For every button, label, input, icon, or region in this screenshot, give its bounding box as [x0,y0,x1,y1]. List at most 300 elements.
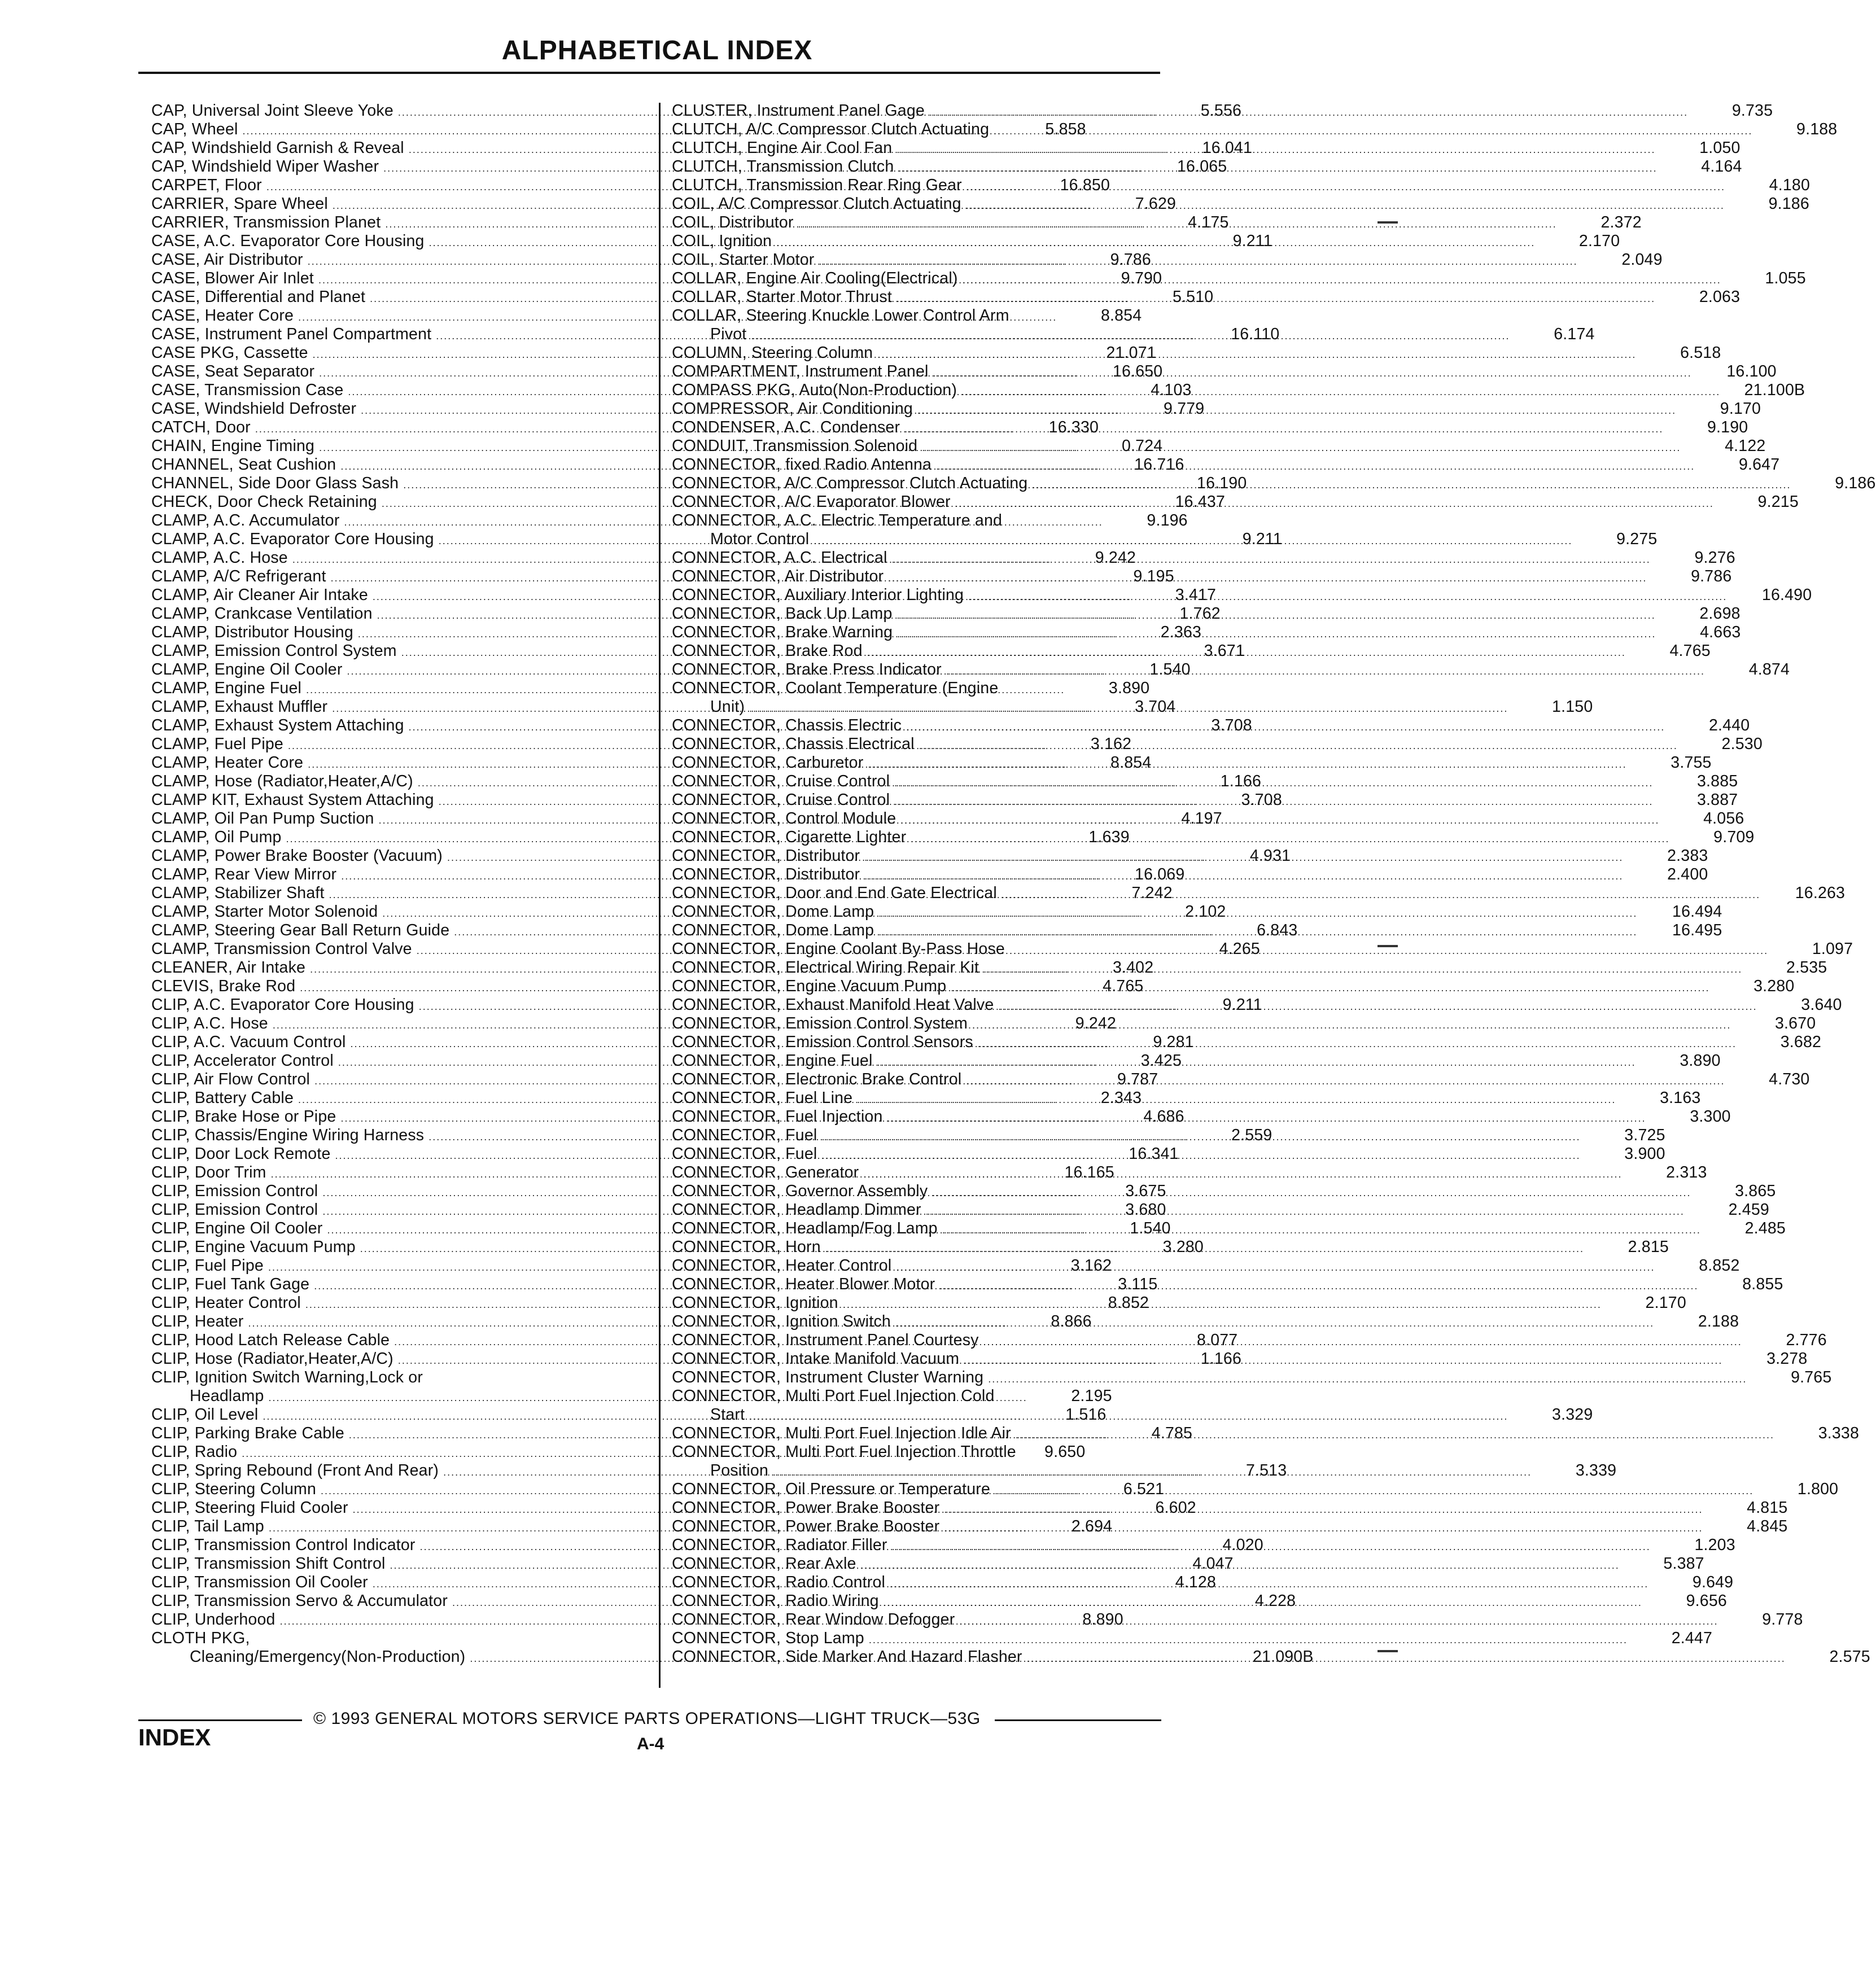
entry-page-ref: 16.110 [1231,325,1280,343]
index-entry [672,1555,1704,1573]
entry-page-ref: 1.150 [1552,698,1593,716]
entry-text: CONNECTOR, Brake Warning [672,623,893,641]
entry-text: CASE, A.C. Evaporator Core Housing [151,232,425,250]
entry-text: CLIP, Transmission Servo & Accumulator [151,1592,448,1610]
index-entry [672,456,1780,474]
dot-leader [821,1128,1580,1146]
entry-page-ref: 3.329 [1552,1406,1593,1424]
dot-leader [936,457,1695,476]
page-number: A-4 [637,1735,664,1753]
entry-text: Pivot [710,325,747,343]
entry-text: CHANNEL, Side Door Glass Sash [151,474,399,492]
entry-text: CONNECTOR, Multi Port Fuel Injection Throttle [672,1443,1016,1461]
entry-text: CLAMP, Air Cleaner Air Intake [151,586,368,604]
entry-text: CLAMP, Oil Pump [151,828,282,846]
dot-leader [944,1500,1703,1519]
entry-page-ref: 3.417 [1175,586,1217,604]
entry-page-ref: 4.175 [1188,213,1229,231]
dot-leader [857,1091,1616,1109]
dot-leader [877,345,1636,364]
entry-text: CONNECTOR, Auxiliary Interior Lighting [672,586,964,604]
entry-page-ref: 9.186 [1835,474,1876,492]
entry-text: CONNECTOR, Emission Control System [672,1014,968,1032]
entry-page-ref: 3.680 [1125,1201,1166,1219]
entry-page-ref: 9.196 [1147,511,1188,529]
entry-page-ref: 21.071 [1106,344,1156,362]
entry-page-ref: 6.843 [1257,921,1298,939]
entry-page-ref: 16.330 [1048,418,1099,436]
entry-page-ref: 16.495 [1672,921,1722,939]
entry-page-ref: 9.656 [1686,1592,1727,1610]
entry-page-ref: 16.165 [1064,1163,1114,1181]
entry-page-ref: 3.280 [1753,977,1795,995]
index-entry [672,437,1766,456]
dot-leader [749,1407,1508,1426]
entry-text: CLAMP, Distributor Housing [151,623,353,641]
entry-page-ref: 2.459 [1728,1201,1769,1219]
dot-leader [890,1575,1648,1594]
entry-text: COIL, Distributor [672,213,794,231]
entry-text: CONNECTOR, Distributor [672,847,860,865]
entry-text: CLIP, Oil Level [151,1406,259,1424]
entry-page-ref: 2.485 [1744,1219,1786,1237]
entry-page-ref: 9.787 [1117,1070,1158,1088]
entry-text: CLIP, Fuel Pipe [151,1257,264,1275]
entry-page-ref: 1.800 [1797,1480,1839,1498]
entry-page-ref: 4.663 [1700,623,1741,641]
entry-text: CHANNEL, Seat Cushion [151,456,336,474]
entry-page-ref: 16.437 [1175,493,1225,511]
entry-text: COLLAR, Engine Air Cooling(Electrical) [672,269,958,287]
entry-page-ref: 3.640 [1801,996,1842,1014]
entry-text: CONNECTOR, Carburetor [672,754,864,772]
entry-text: CAP, Universal Joint Sleeve Yoke [151,102,393,120]
entry-page-ref: 3.708 [1211,716,1252,734]
margin-mark [1378,945,1398,947]
dot-leader [922,439,1681,457]
entry-page-ref: 4.765 [1103,977,1144,995]
entry-text: CASE, Air Distributor [151,251,303,269]
dot-leader [966,196,1725,215]
entry-text: CLIP, Tail Lamp [151,1517,264,1535]
entry-text: CONNECTOR, Fuel [672,1126,817,1144]
index-entry [672,1443,1214,1461]
entry-page-ref: 9.276 [1694,549,1735,567]
dot-leader [926,1202,1685,1221]
entry-page-ref: 1.166 [1200,1350,1242,1368]
entry-page-ref: 9.765 [1791,1368,1832,1386]
entry-page-ref: 16.190 [1197,474,1247,492]
index-entry [672,1219,1786,1238]
title-rule [138,72,1160,74]
margin-mark [1378,221,1398,224]
entry-text: CONNECTOR, Radio Wiring [672,1592,879,1610]
dot-leader [895,1314,1654,1333]
entry-text: CLIP, A.C. Hose [151,1014,268,1032]
entry-page-ref: 3.708 [1241,791,1282,809]
index-entry [672,400,1761,418]
entry-text: CASE, Transmission Case [151,381,344,399]
index-entry [672,1089,1701,1108]
index-entry [672,679,1214,698]
index-entry [672,344,1721,362]
entry-text: CONNECTOR, fixed Radio Antenna [672,456,932,474]
dot-leader [904,420,1663,439]
dot-leader [798,215,1557,234]
entry-text: CLIP, A.C. Vacuum Control [151,1033,346,1051]
dot-leader [861,1556,1620,1575]
entry-text: CONNECTOR, Rear Axle [672,1555,856,1573]
entry-page-ref: 3.670 [1775,1014,1816,1032]
entry-text: CONNECTOR, Rear Window Defogger [672,1610,955,1629]
entry-page-ref: 3.402 [1112,959,1154,977]
entry-text: CONNECTOR, Distributor [672,865,860,883]
dot-leader [963,271,1721,290]
dot-leader [864,848,1623,867]
entry-text: CONNECTOR, Brake Press Indicator [672,660,942,679]
entry-page-ref: 21.090B [1252,1648,1314,1666]
index-entry [672,362,1777,381]
entry-page-ref: 2.776 [1786,1331,1827,1349]
entry-text: CLIP, Hood Latch Release Cable [151,1331,390,1349]
entry-page-ref: 3.865 [1735,1182,1776,1200]
entry-text: CLIP, Heater [151,1312,244,1330]
entry-text: CONNECTOR, Power Brake Booster [672,1499,940,1517]
entry-page-ref: 5.858 [1045,120,1086,138]
footer-rule-left [138,1719,302,1721]
index-entry [672,1480,1839,1499]
entry-page-ref: 1.516 [1065,1406,1107,1424]
index-entry [672,1238,1669,1257]
entry-page-ref: 4.103 [1151,381,1192,399]
dot-leader [878,923,1637,942]
index-entry [672,809,1744,828]
entry-text: CLUTCH, Transmission Clutch [672,157,894,176]
entry-text: CONNECTOR, Dome Lamp [672,921,874,939]
entry-text: CLIP, Spring Rebound (Front And Rear) [151,1461,439,1480]
entry-page-ref: 3.162 [1070,1257,1112,1275]
index-entry [672,1257,1740,1275]
dot-leader [751,327,1510,345]
entry-text: CONNECTOR, Fuel Line [672,1089,853,1107]
dot-leader [942,1221,1701,1240]
entry-text: CONNECTOR, Intake Manifold Vacuum [672,1350,960,1368]
entry-page-ref: 9.647 [1738,456,1780,474]
entry-page-ref: 2.195 [1071,1387,1112,1405]
entry-text: CLEANER, Air Intake [151,959,306,977]
entry-page-ref: 3.887 [1697,791,1738,809]
entry-page-ref: 2.170 [1578,232,1620,250]
entry-page-ref: 3.163 [1660,1089,1701,1107]
entry-page-ref: 2.535 [1786,959,1827,977]
dot-leader [897,625,1656,644]
entry-text: CONNECTOR, Emission Control Sensors [672,1033,973,1051]
dot-leader [917,401,1676,420]
dot-leader [869,1631,1628,1649]
entry-page-ref: 1.166 [1220,772,1262,790]
index-entry [672,977,1795,996]
entry-page-ref: 8.866 [1051,1312,1092,1330]
entry-text: CONNECTOR, Heater Blower Motor [672,1275,935,1293]
index-entry [672,1629,1713,1648]
dot-leader [897,606,1656,625]
entry-text: CONNECTOR, Air Distributor [672,567,884,585]
dot-leader [892,1538,1651,1556]
entry-page-ref: 9.242 [1075,1014,1117,1032]
dot-leader [867,644,1626,662]
dot-leader [919,737,1678,755]
dot-leader [821,1146,1580,1165]
entry-text: CLUSTER, Instrument Panel Gage [672,102,925,120]
entry-text: CONNECTOR, Multi Port Fuel Injection Idle Air [672,1424,1011,1442]
entry-page-ref: 8.855 [1742,1275,1783,1293]
entry-page-ref: 3.704 [1135,698,1176,716]
entry-page-ref: 16.100 [1726,362,1777,380]
index-entry [672,735,1763,754]
entry-page-ref: 2.400 [1667,865,1708,883]
entry-text: COIL, Starter Motor [672,251,815,269]
index-entry [672,213,1642,232]
entry-text: CAP, Windshield Garnish & Reveal [151,139,404,157]
entry-text: CLIP, Transmission Control Indicator [151,1536,416,1554]
entry-page-ref: 9.779 [1164,400,1205,418]
entry-text: CLIP, Engine Vacuum Pump [151,1238,356,1256]
index-entry [672,1182,1776,1201]
entry-page-ref: 7.629 [1135,195,1177,213]
entry-page-ref: 3.675 [1125,1182,1166,1200]
entry-text: CONDUIT, Transmission Solenoid [672,437,918,455]
entry-page-ref: 9.170 [1720,400,1761,418]
entry-text: CASE, Seat Separator [151,362,315,380]
dot-leader [946,662,1705,681]
index-entry [672,176,1810,195]
index-entry [672,1275,1783,1294]
entry-page-ref: 9.709 [1713,828,1755,846]
entry-text: COLLAR, Steering Knuckle Lower Control Arm [672,307,1009,325]
entry-text: CLIP, Radio [151,1443,238,1461]
entry-text: CAP, Windshield Wiper Washer [151,157,379,176]
dot-leader [955,494,1714,513]
entry-page-ref: 1.203 [1694,1536,1735,1554]
entry-page-ref: 3.890 [1108,679,1150,697]
entry-text: CONNECTOR, Exhaust Manifold Heat Valve [672,996,994,1014]
dot-leader [843,1296,1602,1314]
entry-text: CONNECTOR, Side Marker And Hazard Flasher [672,1648,1022,1666]
entry-text: CONNECTOR, Ignition Switch [672,1312,891,1330]
entry-page-ref: 4.931 [1249,847,1291,865]
entry-page-ref: 9.242 [1095,549,1136,567]
entry-page-ref: 9.275 [1616,530,1658,548]
index-entry [672,1014,1816,1033]
entry-text: CLAMP, Steering Gear Ball Return Guide [151,921,450,939]
dot-leader [814,532,1572,550]
dot-leader [995,1482,1753,1500]
entry-text: CLIP, A.C. Evaporator Core Housing [151,996,414,1014]
index-entry [672,1312,1739,1331]
entry-page-ref: 4.815 [1747,1499,1788,1517]
entry-page-ref: 1.050 [1699,139,1741,157]
section-label: INDEX [138,1724,211,1750]
dot-leader [1002,886,1760,904]
dot-leader [1009,942,1768,960]
entry-text: CONNECTOR, Fuel [672,1145,817,1163]
entry-text: COMPRESSOR, Air Conditioning [672,400,913,418]
entry-page-ref: 3.425 [1140,1052,1182,1070]
entry-page-ref: 3.900 [1624,1145,1665,1163]
entry-text: CASE, Differential and Planet [151,288,366,306]
entry-text: CONNECTOR, A/C Evaporator Blower [672,493,951,511]
entry-page-ref: 2.575 [1829,1648,1870,1666]
dot-leader [877,1053,1636,1072]
entry-text: CLAMP, Exhaust System Attaching [151,716,404,734]
entry-page-ref: 6.602 [1155,1499,1196,1517]
entry-page-ref: 2.440 [1708,716,1750,734]
entry-page-ref: 9.650 [1044,1443,1086,1461]
index-entry [672,1163,1707,1182]
dot-leader [868,755,1626,774]
index-entry [672,381,1805,400]
entry-page-ref: 3.278 [1766,1350,1808,1368]
dot-leader [968,588,1727,606]
index-entry [672,884,1846,903]
entry-text: CLIP, Fuel Tank Gage [151,1275,310,1293]
entry-text: COMPASS PKG, Auto(Non-Production) [672,381,957,399]
index-entry [672,493,1799,511]
entry-page-ref: 3.890 [1680,1052,1721,1070]
index-entry [672,865,1708,884]
index-entry [672,1294,1686,1312]
index-entry [672,754,1712,772]
entry-page-ref: 4.785 [1151,1424,1193,1442]
dot-leader [964,1351,1722,1370]
entry-text: CONNECTOR, Headlamp Dimmer [672,1201,921,1219]
entry-page-ref: 2.313 [1666,1163,1707,1181]
entry-page-ref: 2.694 [1071,1517,1113,1535]
entry-page-ref: 16.263 [1795,884,1846,902]
entry-page-ref: 9.211 [1242,530,1282,548]
entry-text: CLIP, Door Trim [151,1163,266,1181]
entry-page-ref: 5.556 [1200,102,1242,120]
entry-text: CLAMP, Transmission Control Valve [151,940,412,958]
dot-leader [972,1016,1731,1035]
entry-page-ref: 6.521 [1123,1480,1165,1498]
entry-text: CARRIER, Spare Wheel [151,195,328,213]
dot-leader [951,979,1709,997]
dot-leader [932,1184,1691,1202]
index-entry [672,605,1741,623]
entry-text: CONNECTOR, Heater Control [672,1257,892,1275]
entry-page-ref: 3.755 [1671,754,1712,772]
entry-page-ref: 4.122 [1725,437,1766,455]
index-entry [672,1406,1593,1424]
entry-page-ref: 4.197 [1181,809,1222,828]
entry-page-ref: 3.300 [1690,1108,1731,1126]
dot-leader [898,159,1657,178]
dot-leader [959,1612,1718,1631]
entry-text: CONNECTOR, Power Brake Booster [672,1517,940,1535]
index-entry [672,1108,1731,1126]
entry-page-ref: 4.730 [1769,1070,1810,1088]
entry-page-ref: 2.188 [1698,1312,1739,1330]
entry-text: CLIP, Ignition Switch Warning,Lock or [151,1368,423,1386]
index-entry [672,1368,1832,1387]
entry-page-ref: 1.055 [1765,269,1806,287]
entry-text: CONNECTOR, Oil Pressure or Temperature [672,1480,991,1498]
entry-page-ref: 3.115 [1118,1275,1158,1293]
dot-leader [998,997,1757,1016]
entry-page-ref: 2.559 [1231,1126,1272,1144]
entry-page-ref: 4.020 [1222,1536,1263,1554]
dot-leader [978,1035,1737,1053]
index-entry [672,307,1214,325]
entry-page-ref: 1.540 [1149,660,1191,679]
entry-page-ref: 16.069 [1135,865,1185,883]
entry-text: CLIP, Underhood [151,1610,276,1629]
entry-text: CLAMP, Emission Control System [151,642,397,660]
entry-page-ref: 8.854 [1110,754,1152,772]
entry-page-ref: 4.265 [1219,940,1260,958]
entry-page-ref: 9.786 [1110,251,1151,269]
entry-text: CONNECTOR, Back Up Lamp [672,605,893,623]
entry-page-ref: 3.280 [1162,1238,1204,1256]
entry-text: CLAMP, Engine Fuel [151,679,302,697]
dot-leader [897,290,1655,308]
entry-text: CONNECTOR, Horn [672,1238,821,1256]
index-entry [672,1033,1822,1052]
entry-page-ref: 7.513 [1245,1461,1287,1480]
dot-leader [944,1519,1703,1538]
entry-text: CLIP, Emission Control [151,1182,318,1200]
entry-page-ref: 8.854 [1100,307,1142,325]
entry-page-ref: 5.510 [1173,288,1214,306]
entry-page-ref: 9.211 [1232,232,1272,250]
entry-text: CLUTCH, A/C Compressor Clutch Actuating [672,120,990,138]
entry-text: CLAMP, Engine Oil Cooler [151,660,343,679]
entry-page-ref: 4.180 [1769,176,1810,194]
entry-page-ref: 16.341 [1129,1145,1179,1163]
entry-text: CONNECTOR, Dome Lamp [672,903,874,921]
entry-text: CAP, Wheel [151,120,238,138]
entry-text: CARPET, Floor [151,176,262,194]
dot-leader [776,234,1535,252]
entry-text: CLIP, Engine Oil Cooler [151,1219,323,1237]
entry-page-ref: 9.195 [1133,567,1174,585]
entry-page-ref: 16.041 [1202,139,1253,157]
index-entry [672,903,1722,921]
entry-page-ref: 7.242 [1131,884,1173,902]
entry-text: CONNECTOR, Multi Port Fuel Injection Cold [672,1387,995,1405]
entry-text: CLAMP, Starter Motor Solenoid [151,903,378,921]
index-entry [151,1368,693,1387]
dot-leader [888,569,1647,588]
index-entry [672,251,1663,269]
dot-leader [900,811,1659,830]
entry-page-ref: 4.874 [1748,660,1790,679]
entry-text: CONNECTOR, Brake Rod [672,642,863,660]
entry-page-ref: 1.097 [1812,940,1853,958]
entry-page-ref: 9.215 [1757,493,1799,511]
entry-text: CONNECTOR, Chassis Electrical [672,735,915,753]
entry-page-ref: 4.765 [1669,642,1711,660]
entry-page-ref: 9.211 [1222,996,1262,1014]
entry-text: CONNECTOR, Electronic Brake Control [672,1070,962,1088]
entry-text: CONNECTOR, Governor Assembly [672,1182,928,1200]
dot-leader [819,252,1577,271]
entry-text: CLAMP, Hose (Radiator,Heater,A/C) [151,772,413,790]
entry-page-ref: 2.815 [1628,1238,1669,1256]
index-entry [672,288,1741,307]
entry-text: CLAMP, Exhaust Muffler [151,698,328,716]
